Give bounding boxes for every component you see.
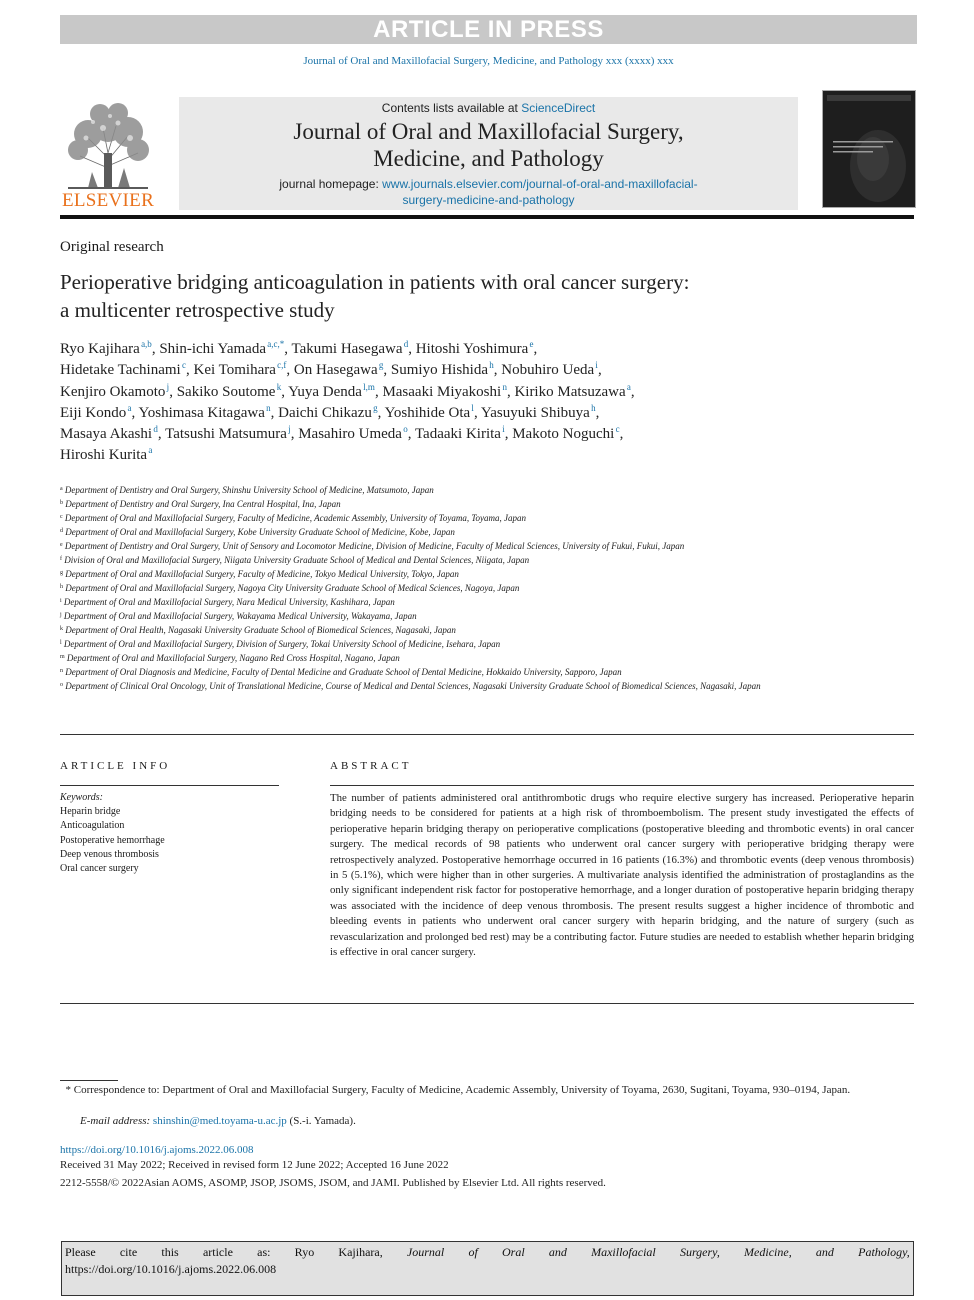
homepage-link[interactable]: www.journals.elsevier.com/journal-of-oral-and-maxillofacial- — [382, 177, 698, 191]
author-name[interactable]: Ryo Kajihara — [60, 341, 140, 357]
keyword-item: Postoperative hemorrhage — [60, 834, 165, 846]
author-separator: , — [619, 426, 624, 443]
affiliation-item — [60, 539, 800, 553]
abstract-divider — [330, 785, 914, 786]
author-name[interactable]: Yasuyuki Shibuya — [480, 404, 590, 421]
citation-journal-word: Pathology, — [858, 1245, 910, 1259]
homepage-label: journal homepage: — [279, 177, 383, 191]
keywords-block — [60, 791, 279, 876]
affiliation-text: Department of Oral and Maxillofacial Surgery, Faculty of Medicine, Academic Assembly, University of Toyama, Toyama, Japan — [64, 513, 527, 523]
affiliation-key: o — [60, 682, 63, 688]
author-affiliation-sup[interactable]: a — [148, 445, 153, 456]
citation-line — [65, 1244, 910, 1261]
author-affiliation-sup[interactable]: e — [529, 339, 534, 349]
affiliation-text: Department of Oral and Maxillofacial Surgery, Faculty of Medicine, Tokyo Medical University, Tokyo, Japan — [65, 569, 459, 579]
author-name[interactable]: On Hasegawa — [293, 362, 378, 379]
citation-word: this — [161, 1245, 179, 1259]
journal-header-box — [179, 97, 798, 210]
affiliation-item — [60, 511, 800, 525]
author-separator: , — [377, 404, 385, 421]
affiliation-item — [60, 567, 800, 581]
author-affiliation-sup[interactable]: n — [266, 402, 271, 413]
affiliation-item — [60, 609, 800, 623]
author-affiliation-sup[interactable]: a,c,* — [267, 339, 285, 349]
author-affiliation-sup[interactable]: h — [489, 360, 494, 371]
affiliation-text: Department of Oral and Maxillofacial Surgery, Nagoya City University Graduate School of Medical Sciences, Nagoya, Japan — [65, 583, 520, 593]
author-affiliation-sup[interactable]: c,f — [277, 360, 287, 371]
affiliation-text: Department of Oral and Maxillofacial Surgery, Nagano Red Cross Hospital, Nagano, Japan — [66, 653, 400, 663]
author-name[interactable]: Hitoshi Yoshimura — [415, 341, 529, 357]
author-affiliation-sup[interactable]: a — [127, 402, 132, 413]
author-name[interactable]: Daichi Chikazu — [278, 404, 372, 421]
doi-link[interactable]: https://doi.org/10.1016/j.ajoms.2022.06.008 — [60, 1144, 254, 1156]
affiliation-key: e — [60, 542, 63, 548]
cover-image-icon — [823, 91, 915, 207]
affiliation-item — [60, 623, 800, 637]
affiliation-key: l — [60, 640, 62, 646]
affiliation-item — [60, 553, 800, 567]
section-divider — [60, 1003, 914, 1004]
affiliation-key: m — [60, 654, 65, 660]
author-name[interactable]: Hidetake Tachinami — [60, 362, 181, 379]
author-name[interactable]: Sakiko Soutome — [176, 383, 276, 400]
author-separator: , — [290, 426, 299, 443]
author-name[interactable]: Tadaaki Kirita — [414, 426, 501, 443]
author-separator: , — [284, 341, 292, 357]
email-link[interactable]: shinshin@med.toyama-u.ac.jp — [152, 1115, 287, 1127]
journal-name-line-1: Journal of Oral and Maxillofacial Surgery, — [293, 119, 684, 144]
author-name[interactable]: Makoto Noguchi — [512, 426, 615, 443]
affiliation-text: Department of Oral and Maxillofacial Surgery, Wakayama Medical University, Wakayama, Japan — [63, 611, 417, 621]
correspondence-text: Correspondence to: Department of Oral and Maxillofacial Surgery, Faculty of Medicine, Academic Assembly, University of Toyama, 2630, Sugitani, Toyama, 930–0194, Japan. — [71, 1084, 851, 1096]
author-separator: , — [493, 362, 502, 379]
author-separator: , — [408, 341, 416, 357]
citation-word: Kajihara, — [338, 1245, 383, 1259]
author-name[interactable]: Sumiyo Hishida — [390, 362, 488, 379]
abstract-text: The number of patients administered oral antithrombotic drugs who require elective surgery has increased. Perioperative heparin bridging needs to be considered for patients at a high risk of thromboembolism. The present study investigated the effects of perioperative heparin bridging therapy on perioperative complications (postoperative bleeding and thrombotic events) in oral cancer surgery. The medical records of 98 patients who underwent oral cancer surgery with perioperative bridging therapy were retrospectively analyzed. Postoperative hemorrhage occurred in 16 patients (16.3%) and thrombotic events (deep venous thrombosis) in 5 (5.1%), which were higher than in other surgeries. A multivariate analysis identified the administration of prostaglandins as the only significant independent risk factor for postoperative hemorrhage, and a longer duration of postoperative heparin bridging therapy was associated with the incidence of deep venous thrombosis. The present results suggest a higher incidence of thrombotic and bleeding events in patients who underwent oral cancer surgery with heparin bridging, and the nature of surgery (such as revascularization and prolonged bed rest) may be a contributing factor. Future studies are needed to establish whether heparin bridging is effective in oral cancer surgery. — [330, 792, 914, 959]
author-name[interactable]: Masaya Akashi — [60, 426, 153, 443]
citation-word: as: — [257, 1245, 271, 1259]
elsevier-tree-icon — [58, 98, 158, 190]
author-name[interactable]: Kei Tomihara — [193, 362, 276, 379]
affiliation-text: Department of Oral and Maxillofacial Surgery, Division of Surgery, Tokai University School of Medicine, Isehara, Japan — [63, 639, 501, 649]
author-separator: , — [504, 426, 513, 443]
author-name[interactable]: Eiji Kondo — [60, 404, 127, 421]
author-name[interactable]: Kenjiro Okamoto — [60, 383, 166, 400]
affiliation-item — [60, 637, 800, 651]
article-type: Original research — [60, 239, 164, 255]
author-name[interactable]: Nobuhiro Ueda — [501, 362, 595, 379]
author-affiliation-sup[interactable]: c — [615, 424, 620, 435]
affiliation-text: Department of Dentistry and Oral Surgery, Ina Central Hospital, Ina, Japan — [65, 499, 341, 509]
citation-journal-word: Maxillofacial — [591, 1245, 656, 1259]
publisher-name: ELSEVIER — [61, 190, 155, 211]
keyword-item: Anticoagulation — [60, 820, 125, 832]
contents-line — [179, 101, 798, 115]
affiliation-key: n — [60, 668, 63, 674]
keyword-item: Heparin bridge — [60, 806, 121, 818]
header-divider — [60, 215, 914, 219]
author-affiliation-sup[interactable]: i — [595, 360, 598, 371]
author-line — [60, 445, 910, 466]
correspondence-footnote — [60, 1083, 914, 1099]
citation-journal-word: Medicine, — [744, 1245, 792, 1259]
author-affiliation-sup[interactable]: d — [403, 339, 409, 349]
citation-journal-word: Oral — [502, 1245, 525, 1259]
author-line — [60, 382, 910, 403]
affiliation-item — [60, 497, 800, 511]
affiliation-item — [60, 665, 800, 679]
affiliation-key: i — [60, 598, 62, 604]
affiliation-text: Department of Oral and Maxillofacial Surgery, Nara Medical University, Kashihara, Japan — [63, 597, 395, 607]
homepage-link-cont[interactable]: surgery-medicine-and-pathology — [402, 193, 575, 207]
author-affiliation-sup[interactable]: l,m — [363, 381, 375, 392]
affiliation-text: Department of Dentistry and Oral Surgery, Unit of Sensory and Locomotor Medicine, Division of Medicine, Faculty of Medical Sciences, University of Fukui, Fukui, Japan — [64, 541, 685, 551]
author-separator: , — [407, 426, 415, 443]
journal-cover-thumbnail[interactable] — [822, 90, 916, 208]
section-divider — [60, 734, 914, 735]
article-title-line-2: a multicenter retrospective study — [60, 298, 335, 322]
author-name[interactable]: Yoshimasa Kitagawa — [138, 404, 265, 421]
author-name[interactable]: Yuya Denda — [288, 383, 362, 400]
author-separator: , — [270, 404, 279, 421]
author-separator: , — [157, 426, 166, 443]
author-separator: , — [597, 362, 602, 379]
author-separator: , — [383, 362, 391, 379]
author-affiliation-sup[interactable]: a,b — [141, 339, 152, 349]
affiliation-item — [60, 679, 800, 693]
author-separator: , — [630, 383, 635, 400]
citation-doi[interactable]: https://doi.org/10.1016/j.ajoms.2022.06.008 — [65, 1262, 277, 1276]
author-affiliation-sup[interactable]: h — [591, 402, 596, 413]
citation-journal-word: and — [548, 1245, 567, 1259]
email-line — [80, 1115, 356, 1127]
author-line — [60, 424, 910, 445]
affiliation-key: c — [60, 514, 63, 520]
affiliation-key: j — [60, 612, 62, 618]
citation-journal-word: Surgery, — [679, 1245, 720, 1259]
contents-prefix: Contents lists available at — [381, 101, 522, 115]
author-line — [60, 403, 910, 424]
article-in-press-banner: ARTICLE IN PRESS — [60, 15, 917, 44]
sciencedirect-link[interactable]: ScienceDirect — [521, 101, 596, 115]
keyword-item: Deep venous thrombosis — [60, 848, 159, 860]
author-name[interactable]: Takumi Hasegawa — [291, 341, 403, 357]
author-separator: , — [131, 404, 139, 421]
affiliation-key: k — [60, 626, 63, 632]
author-affiliation-sup[interactable]: d — [153, 424, 158, 435]
journal-homepage — [179, 176, 798, 208]
author-separator: , — [374, 383, 383, 400]
affiliation-key: a — [60, 486, 63, 492]
author-affiliation-sup[interactable]: k — [276, 381, 282, 392]
author-affiliation-sup[interactable]: i — [502, 424, 505, 435]
footnote-marker: * — [65, 1084, 71, 1096]
author-separator: , — [473, 404, 481, 421]
author-line — [60, 339, 910, 360]
author-name[interactable]: Tatsushi Matsumura — [165, 426, 287, 443]
affiliation-text: Department of Oral Health, Nagasaki University Graduate School of Biomedical Sciences, Nagasaki, Japan — [65, 625, 456, 635]
affiliation-text: Department of Oral Diagnosis and Medicine, Faculty of Dental Medicine and Graduate School of Dental Medicine, Hokkaido University, Sapporo, Japan — [65, 667, 622, 677]
author-affiliation-sup[interactable]: l — [471, 402, 474, 413]
author-name[interactable]: Masaaki Miyakoshi — [382, 383, 502, 400]
keywords-label: Keywords: — [60, 792, 103, 803]
article-title-line-1: Perioperative bridging anticoagulation in patients with oral cancer surgery: — [60, 270, 690, 294]
received-dates: Received 31 May 2022; Received in revised form 12 June 2022; Accepted 16 June 2022 — [60, 1159, 449, 1171]
affiliation-item — [60, 483, 800, 497]
citation-journal-word: and — [815, 1245, 834, 1259]
citation-word: article — [202, 1245, 233, 1259]
journal-name-line-2: Medicine, and Pathology — [373, 146, 604, 171]
affiliation-item — [60, 581, 800, 595]
affiliation-text: Department of Oral and Maxillofacial Surgery, Kobe University Graduate School of Medicine, Kobe, Japan — [65, 527, 455, 537]
author-name[interactable]: Masahiro Umeda — [298, 426, 402, 443]
author-separator: , — [286, 362, 294, 379]
author-affiliation-sup[interactable]: g — [378, 360, 384, 371]
citation-journal-word: Journal — [406, 1245, 445, 1259]
author-separator: , — [595, 404, 600, 421]
affiliation-text: Department of Dentistry and Oral Surgery, Shinshu University School of Medicine, Matsumoto, Japan — [64, 485, 434, 495]
abstract-heading: ABSTRACT — [330, 760, 412, 772]
author-separator: , — [151, 341, 160, 357]
affiliation-item — [60, 595, 800, 609]
author-separator: , — [169, 383, 177, 400]
author-affiliation-sup[interactable]: j — [166, 381, 170, 392]
author-affiliation-sup[interactable]: a — [626, 381, 631, 392]
citation-word: cite — [119, 1245, 138, 1259]
affiliation-key: f — [60, 556, 62, 562]
citation-word: Ryo — [294, 1245, 315, 1259]
article-info-divider — [60, 785, 279, 786]
author-name[interactable]: Kiriko Matsuzawa — [514, 383, 626, 400]
author-line — [60, 360, 910, 381]
author-name[interactable]: Shin-ichi Yamada — [159, 341, 266, 357]
citation-box — [61, 1241, 914, 1296]
affiliation-list — [60, 483, 800, 693]
citation-word: Please — [65, 1245, 96, 1259]
citation-journal-word: of — [468, 1245, 478, 1259]
author-separator: , — [281, 383, 289, 400]
affiliation-key: g — [60, 570, 63, 576]
author-separator: , — [185, 362, 194, 379]
affiliation-item — [60, 525, 800, 539]
footnote-divider — [60, 1080, 118, 1081]
affiliation-item — [60, 651, 800, 665]
author-affiliation-sup[interactable]: c — [181, 360, 186, 371]
affiliation-key: d — [60, 528, 63, 534]
affiliation-text: Department of Clinical Oral Oncology, Unit of Translational Medicine, Course of Medical and Dental Sciences, Nagasaki University Graduate School of Biomedical Sciences, Nagasaki, Japan — [65, 681, 761, 691]
article-title — [60, 268, 910, 324]
affiliation-text: Division of Oral and Maxillofacial Surgery, Niigata University Graduate School of Medical and Dental Sciences, Niigata, Japan — [64, 555, 530, 565]
author-separator: , — [506, 383, 515, 400]
article-info-heading: ARTICLE INFO — [60, 760, 171, 772]
author-affiliation-sup[interactable]: g — [373, 402, 378, 413]
copyright-notice: 2212-5558/© 2022Asian AOMS, ASOMP, JSOP, JSOMS, JSOM, and JAMI. Published by Elsevier Ltd. All rights reserved. — [60, 1177, 606, 1189]
affiliation-key: h — [60, 584, 63, 590]
author-affiliation-sup[interactable]: j — [288, 424, 291, 435]
email-suffix: (S.-i. Yamada). — [286, 1115, 356, 1127]
author-separator: , — [533, 341, 538, 357]
author-affiliation-sup[interactable]: o — [403, 424, 408, 435]
keyword-item: Oral cancer surgery — [60, 863, 139, 875]
journal-reference[interactable]: Journal of Oral and Maxillofacial Surgery, Medicine, and Pathology xxx (xxxx) xxx — [303, 55, 674, 67]
affiliation-key: b — [60, 500, 63, 506]
email-label: E-mail address: — [80, 1115, 153, 1127]
journal-name — [179, 118, 798, 172]
author-name[interactable]: Hiroshi Kurita — [60, 447, 148, 464]
author-name[interactable]: Yoshihide Ota — [384, 404, 471, 421]
author-list — [60, 339, 910, 467]
author-affiliation-sup[interactable]: n — [502, 381, 507, 392]
